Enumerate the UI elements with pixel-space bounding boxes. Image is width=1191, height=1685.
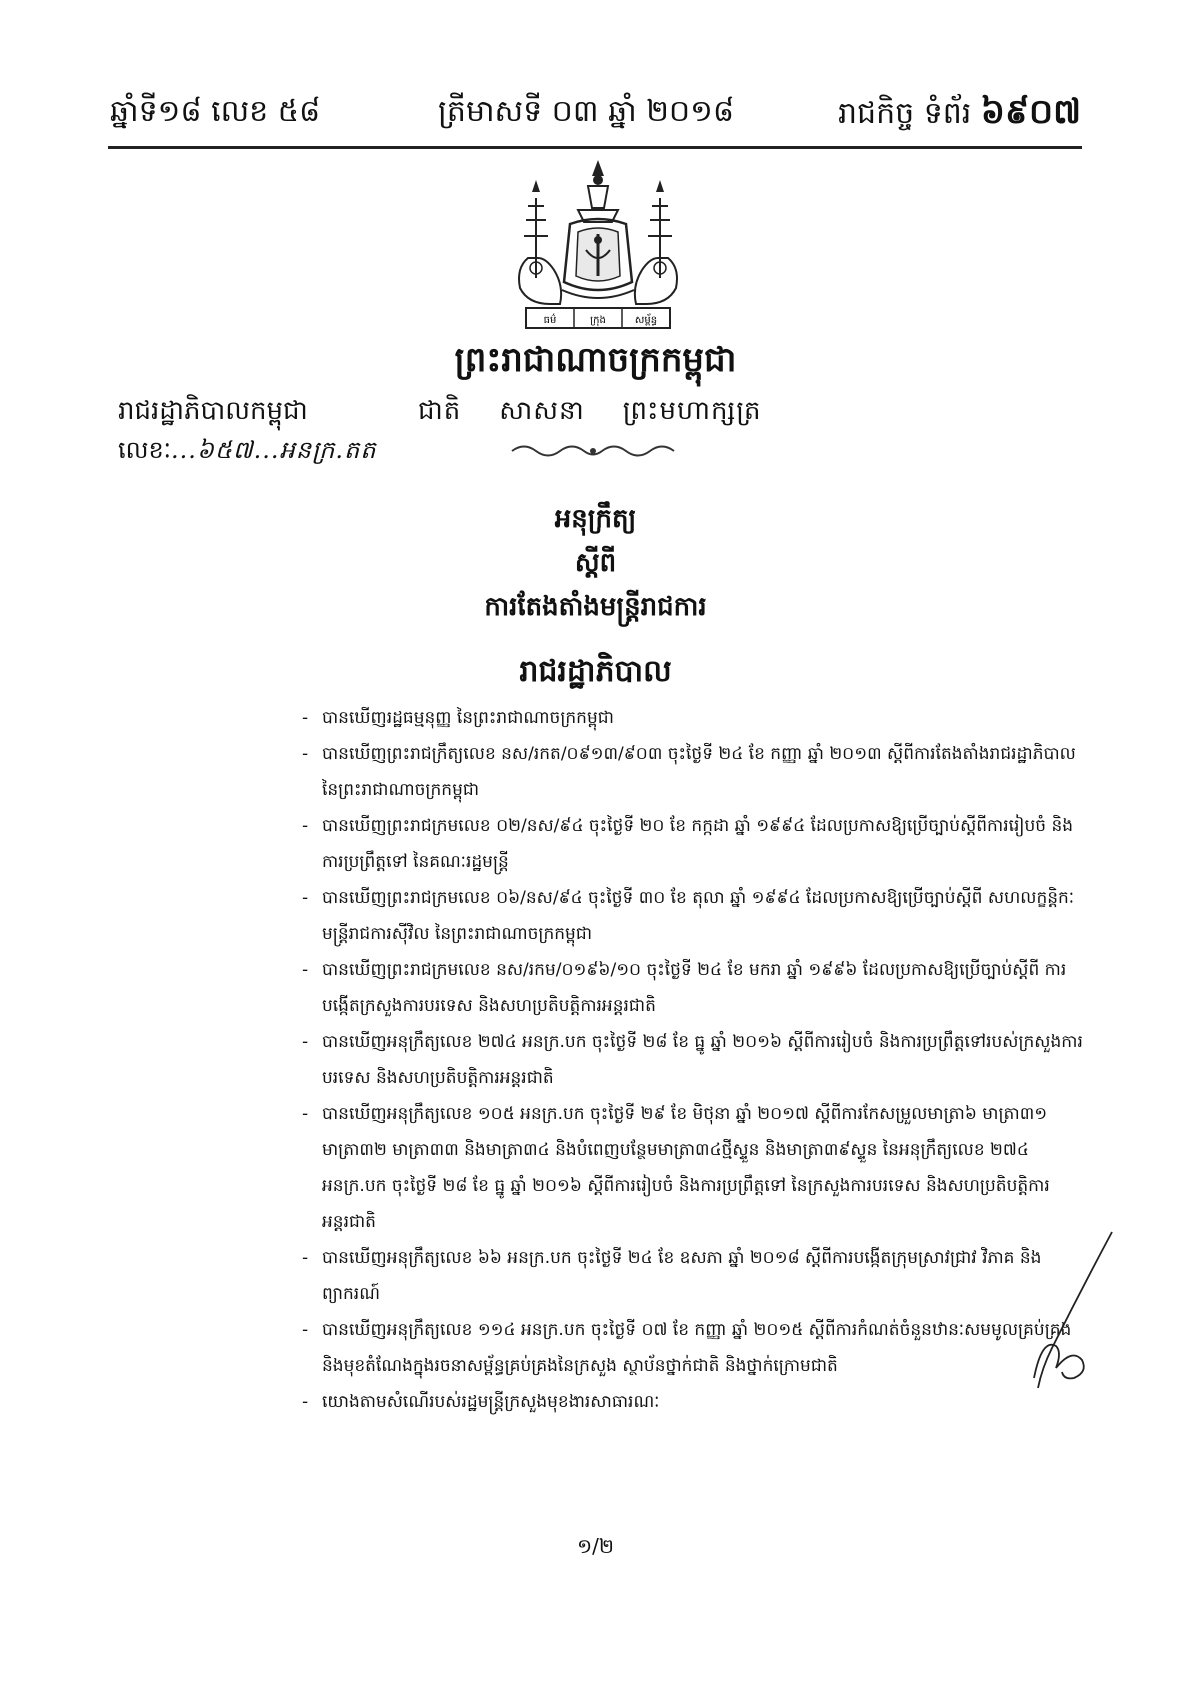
document-subject: ការតែងតាំងមន្ត្រីរាជការ <box>484 592 707 622</box>
emblem-banner-word-3: សម្ព័ន្ធ <box>634 315 658 326</box>
reference-number <box>118 433 376 467</box>
list-item: - បានឃើញព្រះរាជក្រមលេខ ០២/នស/៩៤ ចុះថ្ងៃទី ២០ ខែ កក្កដា ឆ្នាំ ១៩៩៤ ដែលប្រកាសឱ្យប្រើច្បាប់ស្តីពីការរៀបចំ និងការប្រព្រឹត្តទៅ នៃគណៈរដ្ឋមន្ត្រី <box>300 808 1092 880</box>
list-item: - បានឃើញអនុក្រឹត្យលេខ ២៧៤ អនក្រ.បក ចុះថ្ងៃទី ២៨ ខែ ធ្នូ ឆ្នាំ ២០១៦ ស្តីពីការរៀបចំ និងការប្រព្រឹត្តទៅរបស់ក្រសួងការបរទេស និងសហប្រតិបត្តិការអន្តរជាតិ <box>300 1024 1092 1096</box>
list-item: - បានឃើញអនុក្រឹត្យលេខ ៦៦ អនក្រ.បក ចុះថ្ងៃទី ២៤ ខែ ឧសភា ឆ្នាំ ២០១៨ ស្តីពីការបង្កើតក្រុមស្រាវជ្រាវ វិភាគ និងព្យាករណ៍ <box>300 1240 1092 1312</box>
government-name: រាជរដ្ឋាភិបាលកម្ពុជា <box>118 396 308 426</box>
list-item: - បានឃើញព្រះរាជក្រមលេខ នស/រកម/០១៩៦/១០ ចុះថ្ងៃទី ២៤ ខែ មករា ឆ្នាំ ១៩៩៦ ដែលប្រកាសឱ្យប្រើច្បាប់ស្តីពី ការបង្កើតក្រសួងការបរទេស និងសហប្រតិបត្តិការអន្តរជាតិ <box>300 952 1092 1024</box>
emblem-banner-word-1: ធម៌ <box>543 315 557 326</box>
document-type: អនុក្រឹត្យ <box>554 504 637 534</box>
header-gazette-label: រាជកិច្ច ទំព័រ <box>838 96 972 131</box>
reference-label: លេខៈ <box>118 436 172 464</box>
motto-religion: សាសនា <box>499 396 585 426</box>
page-number: ១/២ <box>576 1534 614 1558</box>
signature-icon <box>1012 1228 1122 1398</box>
list-item: - បានឃើញអនុក្រឹត្យលេខ ១០៥ អនក្រ.បក ចុះថ្ងៃទី ២៩ ខែ មិថុនា ឆ្នាំ ២០១៧ ស្តីពីការកែសម្រួលមាត្រា៦ មាត្រា៣១ មាត្រា៣២ មាត្រា៣៣ និងមាត្រា៣៤ និងបំពេញបន្ថែមមាត្រា៣៤ថ្មីស្ទួន និងមាត្រា៣៩ស្ទួន នៃអនុក្រឹត្យលេខ ២៧៤ អនក្រ.បក ចុះថ្ងៃទី ២៨ ខែ ធ្នូ ឆ្នាំ ២០១៦ ស្តីពីការរៀបចំ និងការប្រព្រឹត្តទៅ នៃក្រសួងការបរទេស និងសហប្រតិបត្តិការអន្តរជាតិ <box>300 1096 1092 1240</box>
reference-value: ...៦៥៧...អនក្រ.តត <box>171 436 377 464</box>
header-gazette-number: ៦៩០៧ <box>980 92 1081 132</box>
motto-nation: ជាតិ <box>418 396 462 426</box>
document-issuer: រាជរដ្ឋាភិបាល <box>519 654 672 689</box>
list-item: - បានឃើញព្រះរាជក្រមលេខ ០៦/នស/៩៤ ចុះថ្ងៃទី ៣០ ខែ តុលា ឆ្នាំ ១៩៩៤ ដែលប្រកាសឱ្យប្រើច្បាប់ស្តីពី សហលក្ខន្តិកៈមន្ត្រីរាជការស៊ីវិល នៃព្រះរាជាណាចក្រកម្ពុជា <box>300 880 1092 952</box>
national-motto <box>418 393 799 429</box>
list-item: - បានឃើញអនុក្រឹត្យលេខ ១១៤ អនក្រ.បក ចុះថ្ងៃទី ០៧ ខែ កញ្ញា ឆ្នាំ ២០១៥ ស្តីពីការកំណត់ចំនួនឋានៈសមមូលគ្រប់គ្រង និងមុខតំណែងក្នុងរចនាសម្ព័ន្ធគ្រប់គ្រងនៃក្រសួង ស្ថាប័នថ្នាក់ជាតិ និងថ្នាក់ក្រោមជាតិ <box>300 1312 1092 1384</box>
header-divider <box>108 146 1082 149</box>
emblem-banner-word-2: ក្រុង <box>590 315 606 326</box>
list-item: - បានឃើញរដ្ឋធម្មនុញ្ញ នៃព្រះរាជាណាចក្រកម្ពុជា <box>300 700 1092 736</box>
ornament-divider-icon <box>508 440 678 462</box>
header-year-issue: ឆ្នាំទី១៨ លេខ ៥៨ <box>110 94 321 129</box>
header-quarter: ត្រីមាសទី ០៣ ឆ្នាំ ២០១៨ <box>438 94 735 129</box>
header-gazette-page <box>838 92 1081 134</box>
document-about: ស្តីពី <box>574 548 617 578</box>
list-item: - បានឃើញព្រះរាជក្រឹត្យលេខ នស/រកត/០៩១៣/៩០៣ ចុះថ្ងៃទី ២៤ ខែ កញ្ញា ឆ្នាំ ២០១៣ ស្តីពីការតែងតាំងរាជរដ្ឋាភិបាល នៃព្រះរាជាណាចក្រកម្ពុជា <box>300 736 1092 808</box>
list-item: - យោងតាមសំណើរបស់រដ្ឋមន្ត្រីក្រសួងមុខងារសាធារណៈ <box>300 1384 1092 1420</box>
recitals-list <box>300 700 1092 1420</box>
kingdom-title: ព្រះរាជាណាចក្រកម្ពុជា <box>454 340 737 380</box>
motto-king: ព្រះមហាក្សត្រ <box>622 396 762 426</box>
royal-coat-of-arms-icon <box>508 158 688 333</box>
